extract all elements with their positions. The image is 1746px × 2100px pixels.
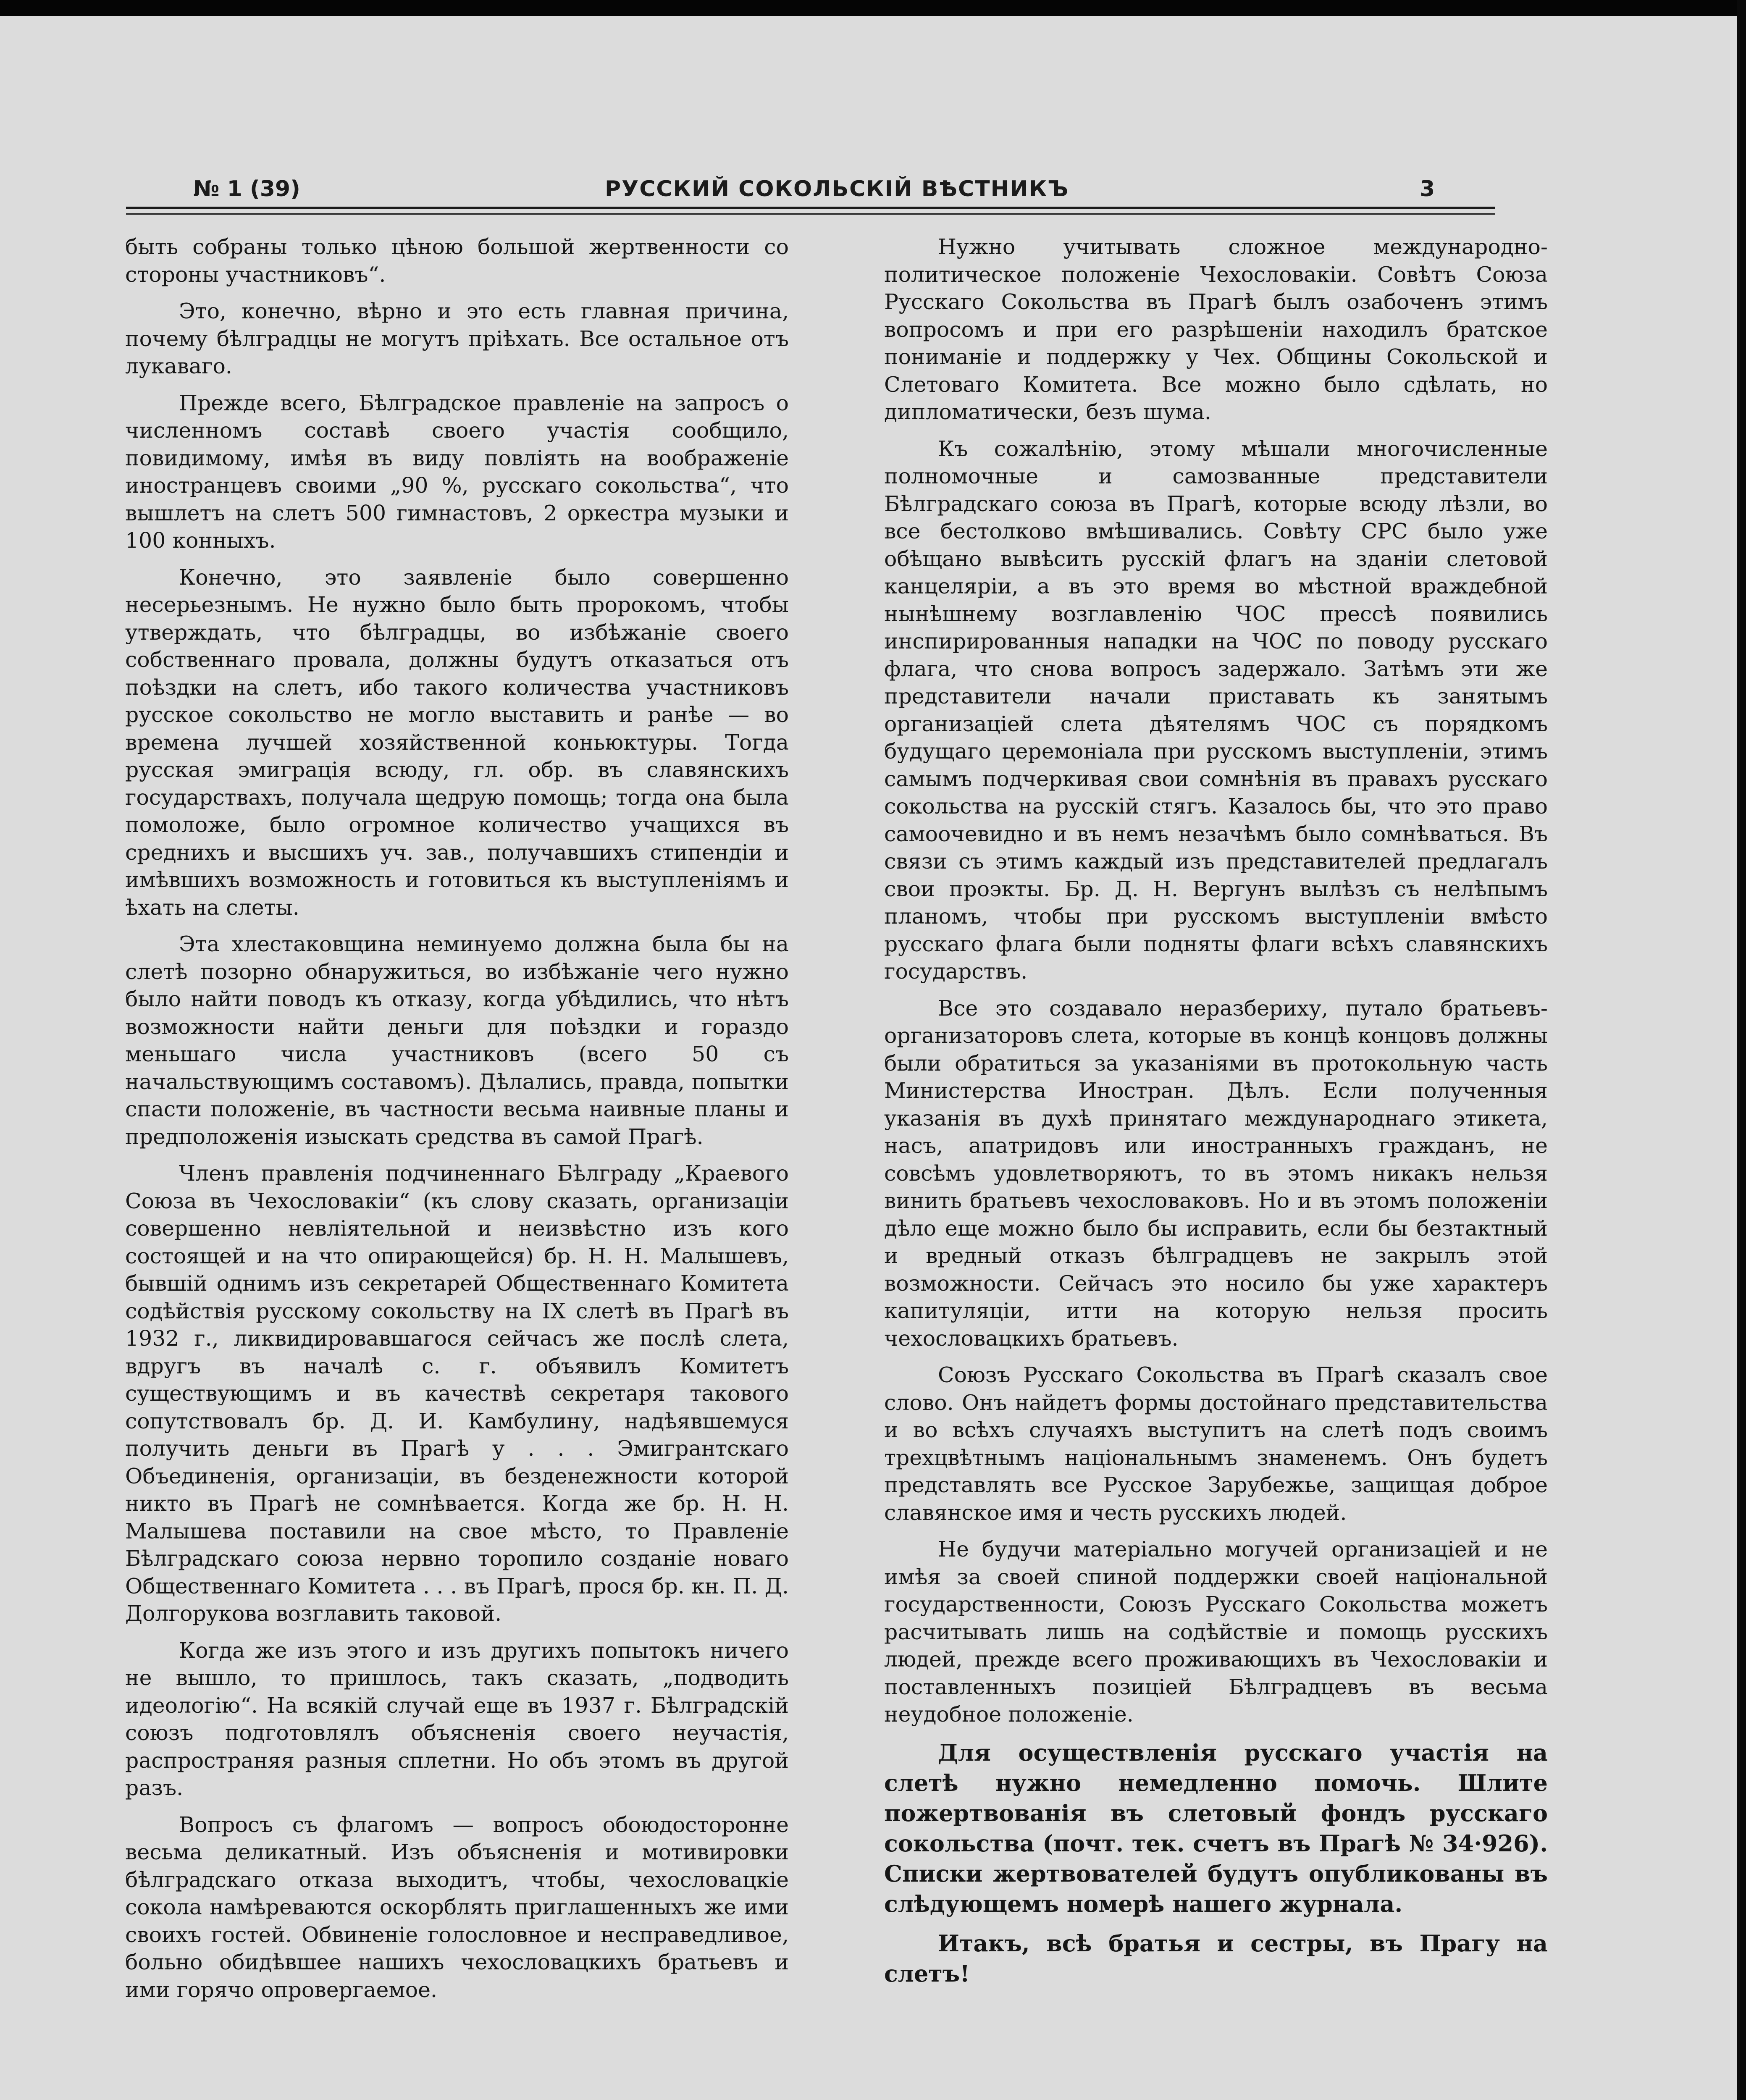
paragraph: Членъ правленія подчиненнаго Бѣлграду „Краевого Союза въ Чехословакіи“ (къ слову сказать, организаціи совершенно невліятельной и неизвѣстно изъ кого состоящей и на что опирающейся) бр. Н. Н. Малышевъ, бывшій однимъ изъ секретарей Общественнаго Комитета содѣйствія русскому сокольству на IX слетѣ въ Прагѣ въ 1932 г., ликвидировавшагося сейчасъ же послѣ слета, вдругъ въ началѣ с. г. объявилъ Комитетъ существующимъ и въ качествѣ секретаря такового сопутствовалъ бр. Д. И. Камбулину, надѣявшемуся получить деньги въ Прагѣ у . . . Эмигрантскаго Объединенія, организаціи, въ безденежности которой никто въ Прагѣ не сомнѣвается. Когда же бр. Н. Н. Малышева поставили на свое мѣсто, то Правленіе Бѣлградскаго союза нервно торопило созданіе новаго Общественнаго Комитета . . . въ Прагѣ, прося бр. кн. П. Д. Долгорукова возглавить таковой.	[125, 1161, 789, 1626]
paragraph: Все это создавало неразбериху, путало братьевъ-организаторовъ слета, которые въ концѣ концовъ должны были обратиться за указаніями въ протокольную часть Министерства Иностран. Дѣлъ. Если полученныя указанія въ духѣ принятаго международнаго этикета, насъ, апатридовъ или иностранныхъ гражданъ, не совсѣмъ удовлетворяютъ, то въ этомъ никакъ нельзя винить братьевъ чехословаковъ. Но и въ этомъ положеніи дѣло еще можно было бы исправить, если бы безтактный и вредный отказъ бѣлградцевъ не закрылъ этой возможности. Сейчасъ это носило бы уже характеръ капитуляціи, итти на которую нельзя просить чехословацкихъ братьевъ.	[884, 995, 1548, 1351]
scan-edge	[1737, 0, 1746, 2100]
paragraph: Не будучи матеріально могучей организаціей и не имѣя за своей спиной поддержки своей національной государственности, Союзъ Русскаго Сокольства можетъ расчитывать лишь на содѣйствіе и помощь русскихъ людей, прежде всего проживающихъ въ Чехословакіи и поставленныхъ позиціей Бѣлградцевъ въ весьма неудобное положеніе.	[884, 1537, 1548, 1727]
header-divider	[126, 207, 1495, 215]
right-column	[884, 233, 1548, 1998]
page-number: 3	[1420, 176, 1435, 202]
paragraph: Прежде всего, Бѣлградское правленіе на запросъ о численномъ составѣ своего участія сообщило, повидимому, имѣя въ виду повліять на воображеніе иностранцевъ своими „90 %, русскаго сокольства“, что вышлетъ на слетъ 500 гимнастовъ, 2 оркестра музыки и 100 конныхъ.	[125, 390, 789, 553]
page-header	[126, 176, 1495, 210]
paragraph: Вопросъ съ флагомъ — вопросъ обоюдосторонне весьма деликатный. Изъ объясненія и мотивировки бѣлградскаго отказа выходитъ, чтобы, чехословацкіе сокола намѣреваются оскорблять приглашенныхъ же ими своихъ гостей. Обвиненіе голословное и несправедливое, больно обидѣвшее нашихъ чехословацкихъ братьевъ и ими горячо опровергаемое.	[125, 1812, 789, 2002]
closing-call: Итакъ, всѣ братья и сестры, въ Прагу на слетъ!	[884, 1929, 1548, 1987]
appeal-paragraph: Для осуществленія русскаго участія на слетѣ нужно немедленно помочь. Шлите пожертвованія въ слетовый фондъ русскаго сокольства (почт. тек. счетъ въ Прагѣ № 34·926). Списки жертвователей будутъ опубликованы въ слѣдующемъ номерѣ нашего журнала.	[884, 1739, 1548, 1917]
issue-number: № 1 (39)	[193, 176, 300, 202]
left-column	[125, 233, 789, 2013]
paragraph: Когда же изъ этого и изъ другихъ попытокъ ничего не вышло, то пришлось, такъ сказать, „подводить идеологію“. На всякій случай еще въ 1937 г. Бѣлградскій союзъ подготовлялъ объясненія своего неучастія, распространяя разныя сплетни. Но объ этомъ въ другой разъ.	[125, 1638, 789, 1800]
journal-title: РУССКИЙ СОКОЛЬСКІЙ ВѢСТНИКЪ	[605, 176, 1069, 202]
paragraph: Эта хлестаковщина неминуемо должна была бы на слетѣ позорно обнаружиться, во избѣжаніе чего нужно было найти поводъ къ отказу, когда убѣдились, что нѣтъ возможности найти деньги для поѣздки и гораздо меньшаго числа участниковъ (всего 50 съ начальствующимъ составомъ). Дѣлались, правда, попытки спасти положеніе, въ частности весьма наивные планы и предположенія изыскать средства въ самой Прагѣ.	[125, 932, 789, 1149]
paragraph: Къ сожалѣнію, этому мѣшали многочисленные полномочные и самозванные представители Бѣлградскаго союза въ Прагѣ, которые всюду лѣзли, во все бестолково вмѣшивались. Совѣту СРС было уже обѣщано вывѣсить русскій флагъ на зданіи слетовой канцеляріи, а въ это время во мѣстной враждебной нынѣшнему возглавленію ЧОС прессѣ появились инспирированныя нападки на ЧОС по поводу русскаго флага, что снова вопросъ задержало. Затѣмъ эти же представители начали приставать къ занятымъ организаціей слета дѣятелямъ ЧОС съ порядкомъ будущаго церемоніала при русскомъ выступленіи, этимъ самымъ подчеркивая свои сомнѣнія въ правахъ русскаго сокольства на русскій стягъ. Казалось бы, что это право самоочевидно и въ немъ незачѣмъ было сомнѣваться. Въ связи съ этимъ каждый изъ представителей предлагалъ свои проэкты. Бр. Д. Н. Вергунъ вылѣзъ съ нелѣпымъ планомъ, чтобы при русскомъ выступленіи вмѣсто русскаго флага были подняты флаги всѣхъ славянскихъ государствъ.	[884, 436, 1548, 984]
paragraph: Нужно учитывать сложное международно-политическое положеніе Чехословакіи. Совѣтъ Союза Русскаго Сокольства въ Прагѣ былъ озабоченъ этимъ вопросомъ и при его разрѣшеніи находилъ братское пониманіе и поддержку у Чех. Общины Сокольской и Слетоваго Комитета. Все можно было сдѣлать, но дипломатически, безъ шума.	[884, 234, 1548, 424]
paragraph: быть собраны только цѣною большой жертвенности со стороны участниковъ“.	[125, 234, 789, 287]
paragraph: Союзъ Русскаго Сокольства въ Прагѣ сказалъ свое слово. Онъ найдетъ формы достойнаго представительства и во всѣхъ случаяхъ выступитъ на слетѣ подъ своимъ трехцвѣтнымъ національнымъ знаменемъ. Онъ будетъ представлять все Русское Зарубежье, защищая доброе славянское имя и честь русскихъ людей.	[884, 1362, 1548, 1525]
paragraph: Конечно, это заявленіе было совершенно несерьезнымъ. Не нужно было быть пророкомъ, чтобы утверждать, что бѣлградцы, во избѣжаніе своего собственнаго провала, должны будутъ отказаться отъ поѣздки на слетъ, ибо такого количества участниковъ русское сокольство не могло выставить и ранѣе — во времена лучшей хозяйственной коньюктуры. Тогда русская эмиграція всюду, гл. обр. въ славянскихъ государствахъ, получала щедрую помощь; тогда она была помоложе, было огромное количество учащихся въ среднихъ и высшихъ уч. зав., получавшихъ стипендіи и имѣвшихъ возможность и готовиться къ выступленіямъ и ѣхать на слеты.	[125, 564, 789, 920]
paragraph: Это, конечно, вѣрно и это есть главная причина, почему бѣлградцы не могутъ пріѣхать. Все остальное отъ лукаваго.	[125, 299, 789, 378]
